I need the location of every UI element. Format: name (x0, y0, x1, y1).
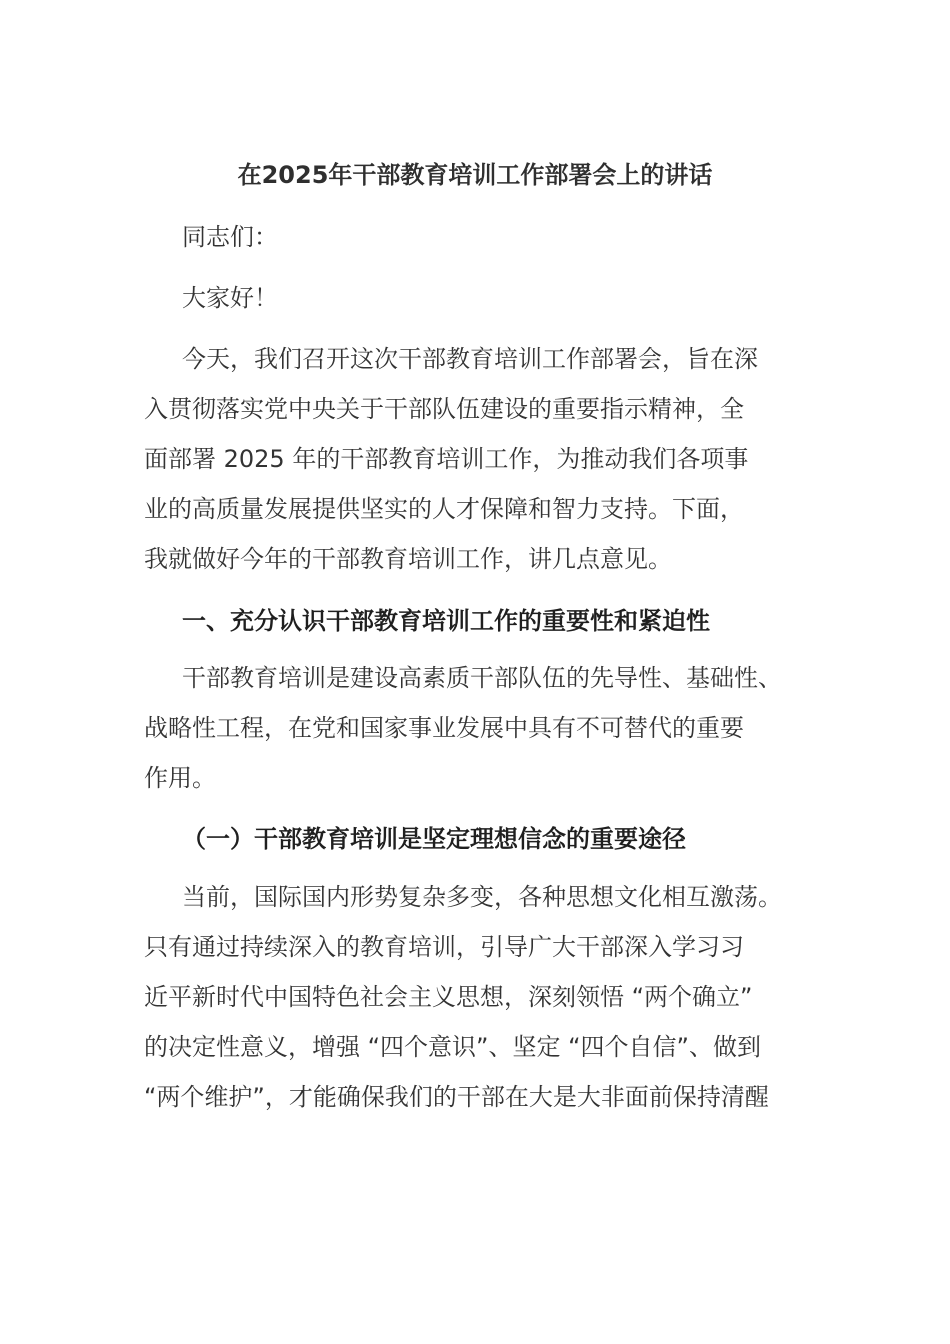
subsection1-line-5: “两个维护”，才能确保我们的干部在大是大非面前保持清醒 (144, 1083, 769, 1111)
intro-line-1: 今天，我们召开这次干部教育培训工作部署会，旨在深 (182, 345, 758, 373)
subsection1-line-4: 的决定性意义，增强 “四个意识”、坚定 “四个自信”、做到 (144, 1033, 761, 1061)
intro-line-4: 业的高质量发展提供坚实的人才保障和智力支持。下面， (144, 495, 744, 523)
greeting: 大家好！ (182, 284, 278, 312)
salutation: 同志们： (182, 223, 278, 251)
section1-line-3: 作用。 (144, 764, 216, 792)
subsection1-line-3: 近平新时代中国特色社会主义思想，深刻领悟 “两个确立” (144, 983, 753, 1011)
document-title: 在2025年干部教育培训工作部署会上的讲话 (237, 161, 713, 189)
subsection1-heading: （一）干部教育培训是坚定理想信念的重要途径 (182, 825, 686, 853)
section1-line-1: 干部教育培训是建设高素质干部队伍的先导性、基础性、 (182, 664, 782, 692)
intro-line-5: 我就做好今年的干部教育培训工作，讲几点意见。 (144, 545, 672, 573)
subsection1-line-1: 当前，国际国内形势复杂多变，各种思想文化相互激荡。 (182, 883, 782, 911)
intro-line-2: 入贯彻落实党中央关于干部队伍建设的重要指示精神，全 (144, 395, 744, 423)
section1-line-2: 战略性工程，在党和国家事业发展中具有不可替代的重要 (144, 714, 744, 742)
subsection1-line-2: 只有通过持续深入的教育培训，引导广大干部深入学习习 (144, 933, 744, 961)
intro-line-3: 面部署 2025 年的干部教育培训工作，为推动我们各项事 (144, 445, 749, 473)
section1-heading: 一、充分认识干部教育培训工作的重要性和紧迫性 (182, 607, 710, 635)
